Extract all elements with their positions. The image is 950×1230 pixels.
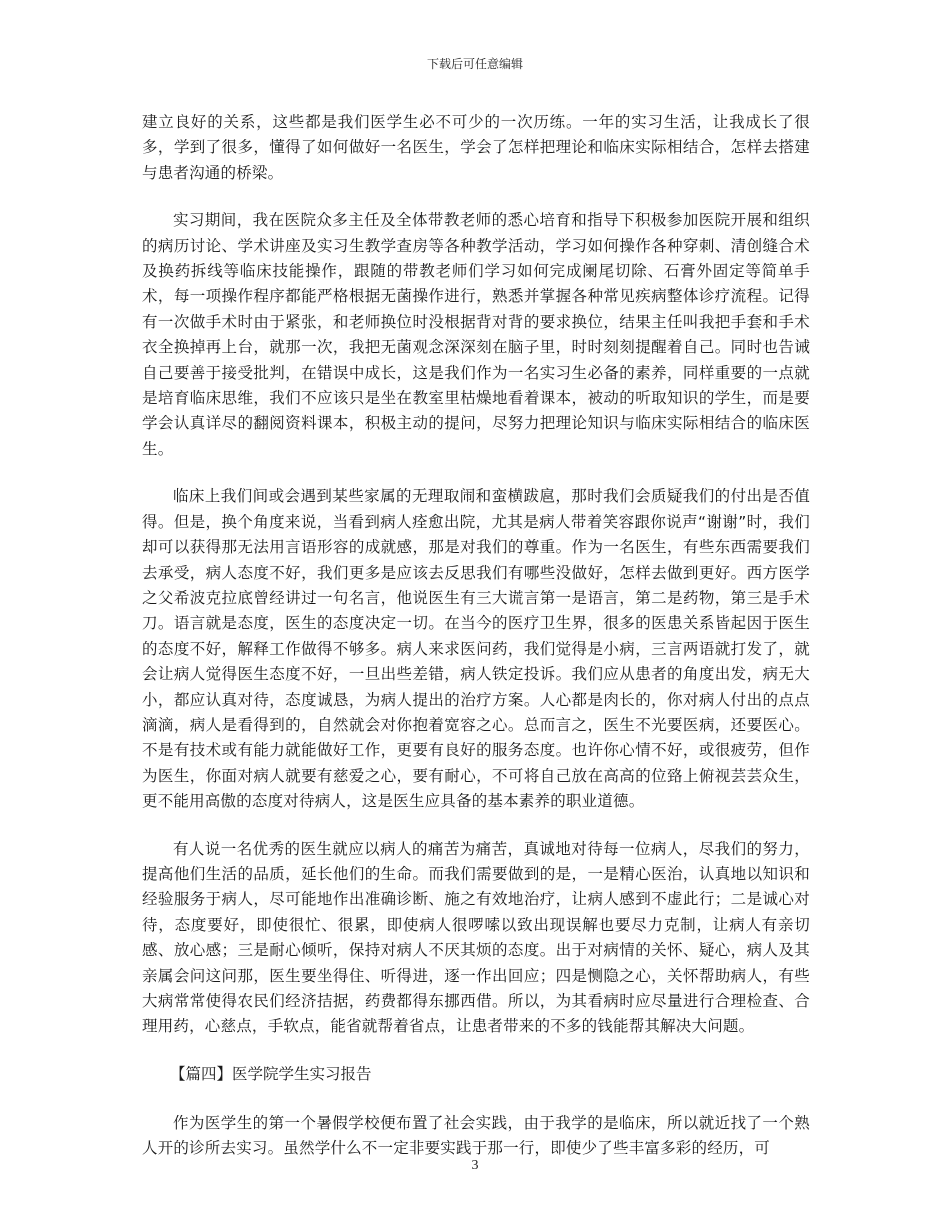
paragraph-5: 作为医学生的第一个暑假学校便布置了社会实践，由于我学的是临床，所以就近找了一个熟人开的诊所去实习。虽然学什么不一定非要实践于那一行，即使少了些丰富多彩的经历，可 <box>142 1113 810 1158</box>
paragraph-1: 建立良好的关系，这些都是我们医学生必不可少的一次历练。一年的实习生活，让我成长了很多，学到了很多，懂得了如何做好一名医生，学会了怎样把理论和临床实际相结合，怎样去搭建与患者沟通的桥梁。 <box>142 113 810 182</box>
page-number: 3 <box>471 1158 479 1173</box>
paragraph-2: 实习期间，我在医院众多主任及全体带教老师的悉心培育和指导下积极参加医院开展和组织的病历讨论、学术讲座及实习生教学查房等各种教学活动，学习如何操作各种穿刺、清创缝合术及换药拆线等临床技能操作，跟随的带教老师们学习如何完成阑尾切除、石膏外固定等简单手术，每一项操作程序都能严格根据无菌操作进行，熟悉并掌握各种常见疾病整体诊疗流程。记得有一次做手术时由于紧张，和老师换位时没根据背对背的要求换位，结果主任叫我把手套和手术衣全换掉再上台，就那一次，我把无菌观念深深刻在脑子里，时时刻刻提醒着自己。同时也告诫自己要善于接受批判，在错误中成长，这是我们作为一名实习生必备的素养，同样重要的一点就是培育临床思维，我们不应该只是坐在教室里枯燥地看着课本，被动的听取知识的学生，而是要学会认真详尽的翻阅资料课本，积极主动的提问，尽努力把理论知识与临床实际相结合的临床医生。 <box>142 211 810 458</box>
document-body <box>142 110 810 1184</box>
section-heading: 【篇四】医学院学生实习报告 <box>170 1064 372 1083</box>
paragraph-3: 临床上我们间或会遇到某些家属的无理取闹和蛮横跋扈，那时我们会质疑我们的付出是否值得。但是，换个角度来说，当看到病人痊愈出院，尤其是病人带着笑容跟你说声“谢谢”时，我们却可以获得那无法用言语形容的成就感，那是对我们的尊重。作为一名医生，有些东西需要我们去承受，病人态度不好，我们更多是应该去反思我们有哪些没做好，怎样去做到更好。西方医学之父希波克拉底曾经讲过一句名言，他说医生有三大谎言第一是语言，第二是药物，第三是手术刀。语言就是态度，医生的态度决定一切。在当今的医疗卫生界，很多的医患关系皆起因于医生的态度不好，解释工作做得不够多。病人来求医问药，我们觉得是小病，三言两语就打发了，就会让病人觉得医生态度不好，一旦出些差错，病人铁定投诉。我们应从患者的角度出发，病无大小，都应认真对待，态度诚恳，为病人提出的治疗方案。人心都是肉长的，你对病人付出的点点滴滴，病人是看得到的，自然就会对你抱着宽容之心。总而言之，医生不光要医病，还要医心。不是有技术或有能力就能做好工作，更要有良好的服务态度。也许你心情不好，或很疲劳，但作为医生，你面对病人就要有慈爱之心，要有耐心，不可将自己放在高高的位臵上俯视芸芸众生，更不能用高傲的态度对待病人，这是医生应具备的基本素养的职业道德。 <box>142 487 810 811</box>
page-header: 下载后可任意编辑 <box>426 57 523 71</box>
paragraph-4: 有人说一名优秀的医生就应以病人的痛苦为痛苦，真诚地对待每一位病人，尽我们的努力，提高他们生活的品质，延长他们的生命。而我们需要做到的是，一是精心医治，认真地以知识和经验服务于病人，尽可能地作出准确诊断、施之有效地治疗，让病人感到不虚此行；二是诚心对待，态度要好，即使很忙、很累，即使病人很啰嗦以致出现误解也要尽力克制，让病人有亲切感、放心感；三是耐心倾听，保持对病人不厌其烦的态度。出于对病情的关怀、疑心，病人及其亲属会问这问那，医生要坐得住、听得进，逐一作出回应；四是恻隐之心，关怀帮助病人，有些大病常常使得农民们经济拮据，药费都得东挪西借。所以，为其看病时应尽量进行合理检查、合理用药，心慈点，手软点，能省就帮着省点，让患者带来的不多的钱能帮其解决大问题。 <box>142 839 810 1036</box>
